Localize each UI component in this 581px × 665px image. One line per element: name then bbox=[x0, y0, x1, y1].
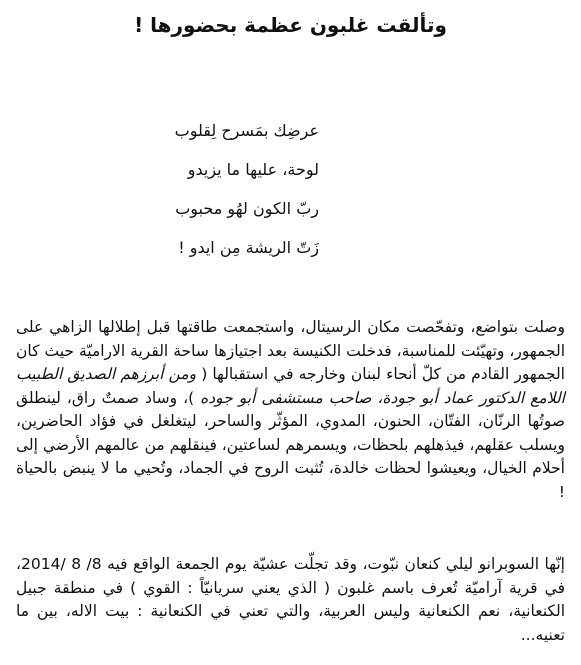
paragraph-text: وصلت بتواضع، وتفحّصت مكان الرسيتال، واستجمعت طاقتها قبل إطلالها الزاهي على الجمهور، وتهيّئت للمناسبة، فدخلت الكنيسة بعد اجتيازها ساحة القرية الاراميّة حيث كان الجمهور القادم من كلّ أنحاء لبنان وخارجه في استقبالها ( bbox=[16, 318, 565, 383]
poem-line: عرضِك بمَسرح لِقلوب bbox=[174, 121, 319, 140]
article-title: وتألقت غلبون عظمة بحضورها ! bbox=[134, 13, 447, 37]
poem-line: ربّ الكون لهُو محبوب bbox=[175, 199, 319, 218]
body-paragraph: إنّها السوبرانو ليلي كنعان نبّوت، وقد تجلّت عشيّة يوم الجمعة الواقع فيه 8/ 8 /2014، في قرية آراميّة تُعرف باسم غلبون ( الذي يعني سريانيّاً : القوي ) في منطقة جبيل الكنعانية، نعم الكنعانية وليس العربية، والتي تعني في الكنعانية : بيت الاله، بين ما تعنيه... bbox=[16, 555, 565, 644]
poem-line: زَتّ الريشة مِن ايدو ! bbox=[178, 238, 319, 257]
poem-stanza bbox=[59, 118, 319, 274]
body-paragraph bbox=[16, 316, 565, 504]
paragraph-text: )، وساد صمتٌ راق، لينطلق صوتُها الرنّان، الفتّان، الحنون، المدوي، المؤثّر والساحر، ليتغلغل في فؤاد الحاضرين، ويسلب عقلهم، فيذهلهم بلحظات، ويسمرهم لساعتين، فينقلهم من عالمهم الأرضي إلى أحلام الخيال، ويعيشوا لحظات خالدة، تُثبت الروح في الجماد، وتُحيي ما لا ينبض بالحياة ! bbox=[16, 388, 565, 501]
poem-line: لوحة، عليها ما يزيدو bbox=[187, 160, 319, 179]
italic-aside: ومن أبرزهم الصديق الطبيب اللامع الدكتور عماد أبو جودة، صاحب مستشفى أبو جوده bbox=[16, 365, 565, 407]
